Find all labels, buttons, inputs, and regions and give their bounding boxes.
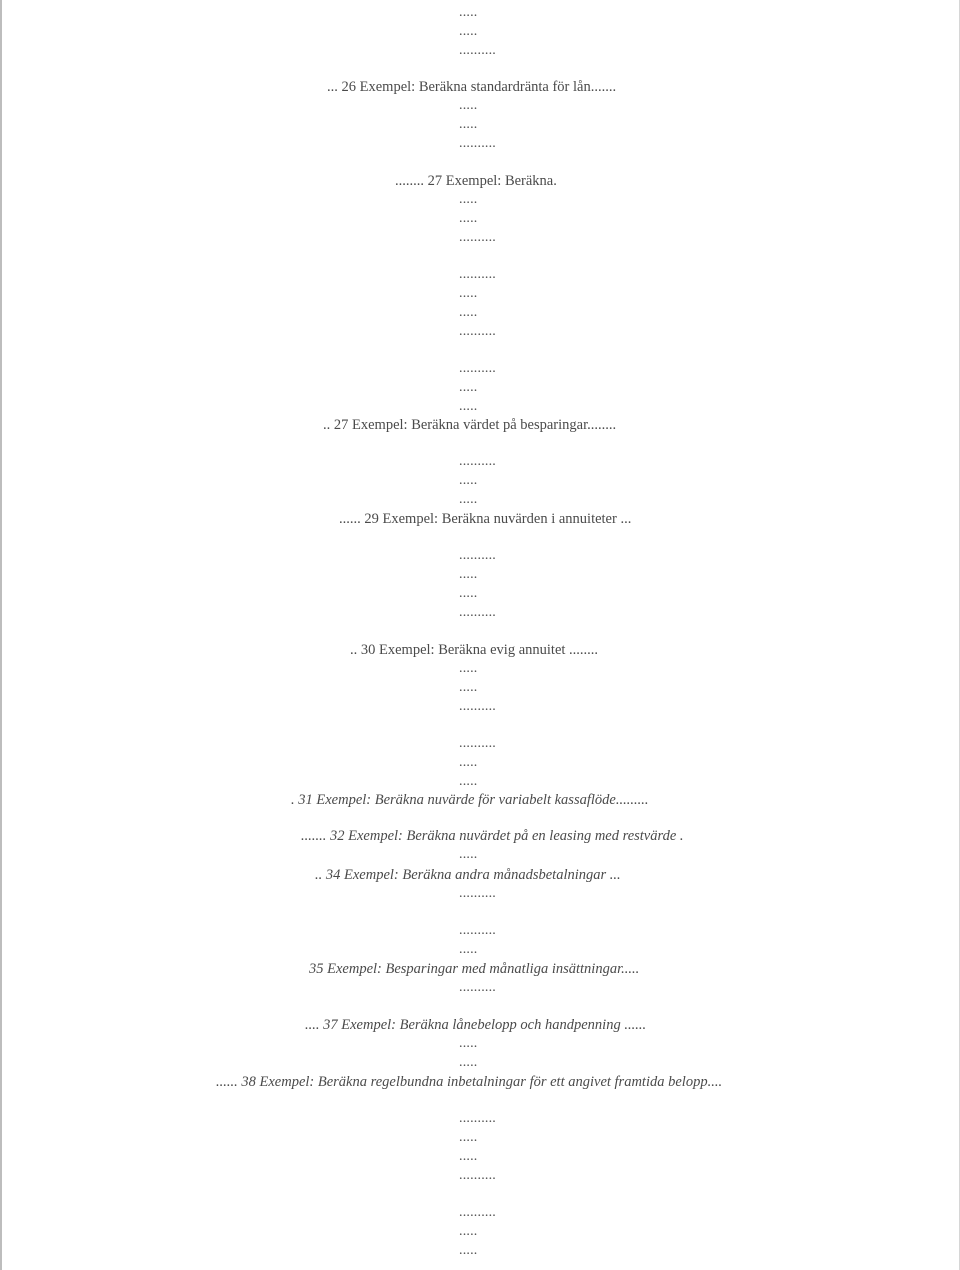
toc-entry-35[interactable]: 35 Exempel: Besparingar med månatliga insättningar..... xyxy=(309,961,640,977)
toc-leader: ..... xyxy=(459,680,478,695)
toc-leader: ..... xyxy=(459,774,478,789)
toc-leader: ..... xyxy=(459,380,478,395)
toc-leader: ..... xyxy=(459,399,478,414)
toc-leader: .......... xyxy=(459,361,496,376)
toc-leader: .......... xyxy=(459,923,496,938)
toc-leader: ..... xyxy=(459,492,478,507)
toc-leader: ..... xyxy=(459,5,478,20)
toc-leader: ..... xyxy=(459,847,478,862)
toc-leader: ..... xyxy=(459,24,478,39)
toc-leader: .......... xyxy=(459,230,496,245)
toc-leader: .......... xyxy=(459,1168,496,1183)
toc-leader: .......... xyxy=(459,43,496,58)
toc-entry-31[interactable]: . 31 Exempel: Beräkna nuvärde för variabelt kassaflöde......... xyxy=(291,792,649,808)
toc-entry-29[interactable]: ...... 29 Exempel: Beräkna nuvärden i annuiteter ... xyxy=(339,511,632,527)
toc-leader: ..... xyxy=(459,211,478,226)
toc-entry-27a[interactable]: ........ 27 Exempel: Beräkna. xyxy=(395,173,557,189)
toc-entry-32[interactable]: ....... 32 Exempel: Beräkna nuvärdet på en leasing med restvärde . xyxy=(301,828,684,844)
toc-entry-38[interactable]: ...... 38 Exempel: Beräkna regelbundna inbetalningar för ett angivet framtida belopp.... xyxy=(216,1074,723,1090)
toc-leader: ..... xyxy=(459,192,478,207)
toc-leader: .......... xyxy=(459,699,496,714)
toc-leader: .......... xyxy=(459,548,496,563)
toc-leader: .......... xyxy=(459,324,496,339)
toc-leader: .......... xyxy=(459,454,496,469)
toc-leader: .......... xyxy=(459,736,496,751)
toc-leader: .......... xyxy=(459,605,496,620)
toc-leader: ..... xyxy=(459,567,478,582)
toc-leader: ..... xyxy=(459,1149,478,1164)
toc-leader: ..... xyxy=(459,473,478,488)
toc-leader: .......... xyxy=(459,1205,496,1220)
toc-leader: .......... xyxy=(459,136,496,151)
toc-leader: ..... xyxy=(459,1243,478,1258)
toc-leader: .......... xyxy=(459,886,496,901)
toc-leader: ..... xyxy=(459,1055,478,1070)
toc-leader: ..... xyxy=(459,661,478,676)
toc-leader: ..... xyxy=(459,117,478,132)
toc-leader: .......... xyxy=(459,980,496,995)
toc-entry-26[interactable]: ... 26 Exempel: Beräkna standardränta för lån....... xyxy=(327,79,617,95)
toc-leader: .......... xyxy=(459,1111,496,1126)
toc-entry-30[interactable]: .. 30 Exempel: Beräkna evig annuitet ........ xyxy=(350,642,599,658)
toc-leader: ..... xyxy=(459,305,478,320)
toc-leader: ..... xyxy=(459,286,478,301)
toc-leader: .......... xyxy=(459,267,496,282)
toc-leader: ..... xyxy=(459,1130,478,1145)
toc-entry-34[interactable]: .. 34 Exempel: Beräkna andra månadsbetalningar ... xyxy=(315,867,621,883)
toc-leader: ..... xyxy=(459,1224,478,1239)
toc-leader: ..... xyxy=(459,755,478,770)
toc-entry-37[interactable]: .... 37 Exempel: Beräkna lånebelopp och handpenning ...... xyxy=(305,1017,647,1033)
toc-leader: ..... xyxy=(459,1036,478,1051)
toc-leader: ..... xyxy=(459,942,478,957)
toc-leader: ..... xyxy=(459,98,478,113)
toc-entry-27b[interactable]: .. 27 Exempel: Beräkna värdet på besparingar........ xyxy=(323,417,617,433)
toc-leader: ..... xyxy=(459,586,478,601)
